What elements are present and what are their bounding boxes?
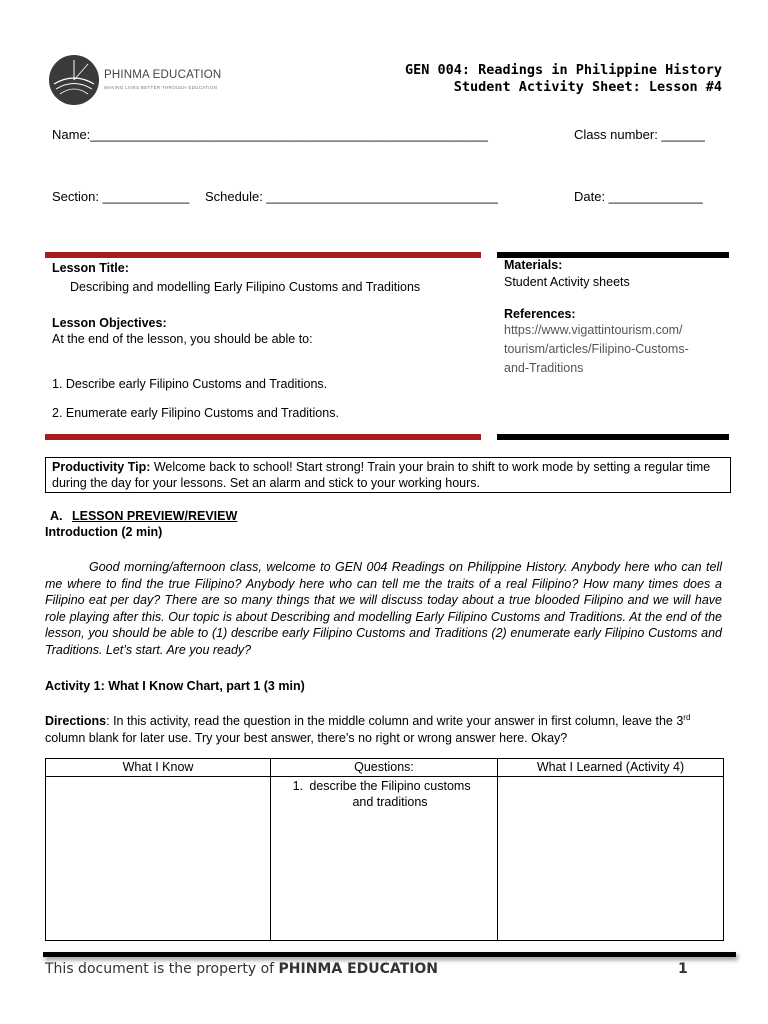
answer-cell-what-i-know[interactable] bbox=[46, 777, 271, 941]
reference-line-3: and-Traditions bbox=[504, 361, 584, 375]
references-label: References: bbox=[504, 307, 576, 321]
date-field[interactable]: Date: _____________ bbox=[574, 189, 703, 204]
course-title: GEN 004: Readings in Philippine History bbox=[405, 62, 722, 78]
directions-text-1: : In this activity, read the question in the middle column and write your answer in first column, leave the 3 bbox=[106, 714, 684, 729]
page-number: 1 bbox=[678, 961, 688, 977]
question-text: describe the Filipino customs and traditions bbox=[309, 779, 471, 809]
question-number: 1. bbox=[292, 779, 303, 793]
productivity-tip-box bbox=[45, 457, 731, 493]
bottom-black-divider bbox=[497, 434, 729, 440]
directions-paragraph bbox=[45, 710, 722, 746]
reference-line-2: tourism/articles/Filipino-Customs- bbox=[504, 342, 689, 356]
what-i-know-table bbox=[45, 758, 724, 941]
objectives-intro: At the end of the lesson, you should be able to: bbox=[52, 332, 313, 346]
class-number-field[interactable]: Class number: ______ bbox=[574, 127, 705, 142]
intro-text: Good morning/afternoon class, welcome to GEN 004 Readings on Philippine History. Anybody here who can tell me where to find the true Filipino? Anybody here who can tell me the traits of a real Filipino? How many times does a Filipino eat per day? There are so many things that we will discuss today about a true blooded Filipino and we will have role playing after this. Our topic is about Describing and modelling Early Filipino Customs and Traditions. At the end of the lesson, you should be able to (1) describe early Filipino Customs and Traditions (2) enumerate early Filipino Customs and Traditions. Let’s start. Are you ready? bbox=[45, 560, 722, 657]
section-a-heading bbox=[50, 509, 237, 523]
table-row bbox=[46, 777, 724, 941]
materials-text: Student Activity sheets bbox=[504, 275, 630, 289]
directions-sup: rd bbox=[683, 713, 691, 722]
tip-label: Productivity Tip: bbox=[52, 460, 151, 474]
logo-tagline: MAKING LIVES BETTER THROUGH EDUCATION bbox=[104, 85, 218, 90]
tip-text: Welcome back to school! Start strong! Train your brain to shift to work mode by setting a regular time during the day for your lessons. Set an alarm and stick to your working hours. bbox=[52, 460, 711, 490]
section-a-letter: A. bbox=[50, 509, 63, 523]
intro-paragraph bbox=[45, 559, 722, 659]
top-red-divider bbox=[45, 252, 481, 258]
header-what-i-learned: What I Learned (Activity 4) bbox=[498, 759, 724, 777]
objective-2: 2. Enumerate early Filipino Customs and Traditions. bbox=[52, 406, 339, 420]
logo-name: PHINMA EDUCATION bbox=[104, 69, 222, 81]
lesson-title-label: Lesson Title: bbox=[52, 261, 129, 275]
answer-cell-what-i-learned[interactable] bbox=[498, 777, 724, 941]
phinma-logo bbox=[48, 54, 222, 106]
bottom-red-divider bbox=[45, 434, 481, 440]
footer-property-text: This document is the property of bbox=[45, 961, 279, 977]
reference-line-1: https://www.vigattintourism.com/ bbox=[504, 323, 683, 337]
materials-label: Materials: bbox=[504, 258, 563, 272]
activity-1-title: Activity 1: What I Know Chart, part 1 (3 min) bbox=[45, 679, 305, 693]
footer-company: PHINMA EDUCATION bbox=[278, 961, 439, 977]
directions-label: Directions bbox=[45, 714, 107, 729]
phinma-emblem-icon bbox=[48, 54, 100, 106]
lesson-title: Describing and modelling Early Filipino Customs and Traditions bbox=[70, 280, 421, 294]
footer-text bbox=[45, 961, 438, 977]
directions-text-2: column blank for later use. Try your best answer, there’s no right or wrong answer here. Okay? bbox=[45, 730, 568, 745]
header-what-i-know: What I Know bbox=[46, 759, 271, 777]
question-cell bbox=[271, 777, 498, 941]
sheet-title: Student Activity Sheet: Lesson #4 bbox=[453, 79, 722, 95]
section-field[interactable]: Section: ____________ bbox=[52, 189, 190, 204]
lesson-objectives-label: Lesson Objectives: bbox=[52, 316, 167, 330]
footer-divider bbox=[43, 952, 736, 957]
header-questions: Questions: bbox=[271, 759, 498, 777]
schedule-field[interactable]: Schedule: ________________________________ bbox=[205, 189, 498, 204]
introduction-heading: Introduction (2 min) bbox=[45, 525, 163, 539]
section-a-title: LESSON PREVIEW/REVIEW bbox=[71, 509, 238, 523]
reference-link[interactable] bbox=[504, 321, 689, 378]
name-field[interactable]: Name:_______________________________________________________ bbox=[52, 127, 488, 142]
objective-1: 1. Describe early Filipino Customs and Traditions. bbox=[52, 377, 328, 391]
table-header-row bbox=[46, 759, 724, 777]
